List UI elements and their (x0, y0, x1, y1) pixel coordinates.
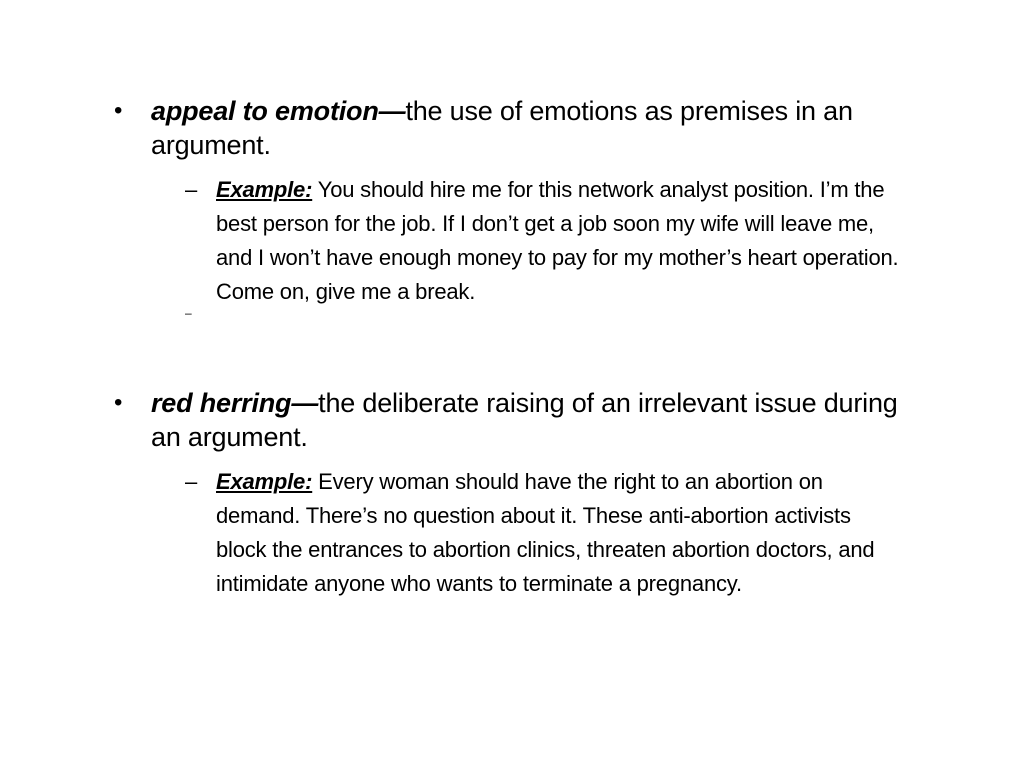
sub-list (112, 465, 902, 601)
term-text: red herring (151, 388, 292, 418)
bullet-dot-icon: • (114, 97, 123, 124)
small-dash-icon: – (185, 306, 192, 320)
term-definition: the deliberate raising of an irrelevant issue during an argument. (151, 388, 898, 452)
term-line (112, 386, 902, 454)
term-heading (151, 96, 405, 126)
example-item (183, 173, 902, 309)
term-separator: — (291, 388, 319, 418)
dash-icon: – (185, 177, 198, 202)
term-definition: the use of emotions as premises in an argument. (151, 96, 853, 160)
example-label: Example: (216, 177, 313, 202)
example-item (183, 465, 902, 601)
term-separator: — (378, 96, 406, 126)
example-text: Every woman should have the right to an abortion on demand. There’s no question about it. These anti-abortion activists block the entrances to abortion clinics, threaten abortion doctors, and intimidate anyone who wants to terminate a pregnancy. (216, 469, 875, 596)
empty-sub-item (183, 306, 902, 325)
term-line (112, 94, 902, 162)
sub-list (112, 173, 902, 325)
bullet-appeal-to-emotion (112, 94, 902, 325)
example-label: Example: (216, 469, 313, 494)
term-text: appeal to emotion (151, 96, 379, 126)
bullet-dot-icon: • (114, 389, 123, 416)
bullet-red-herring (112, 386, 902, 601)
example-text: You should hire me for this network analyst position. I’m the best person for the job. If I don’t get a job soon my wife will leave me, and I won’t have enough money to pay for my mother’s heart operation. Come on, give me a break. (216, 177, 899, 304)
term-heading (151, 388, 318, 418)
dash-icon: – (185, 469, 198, 494)
